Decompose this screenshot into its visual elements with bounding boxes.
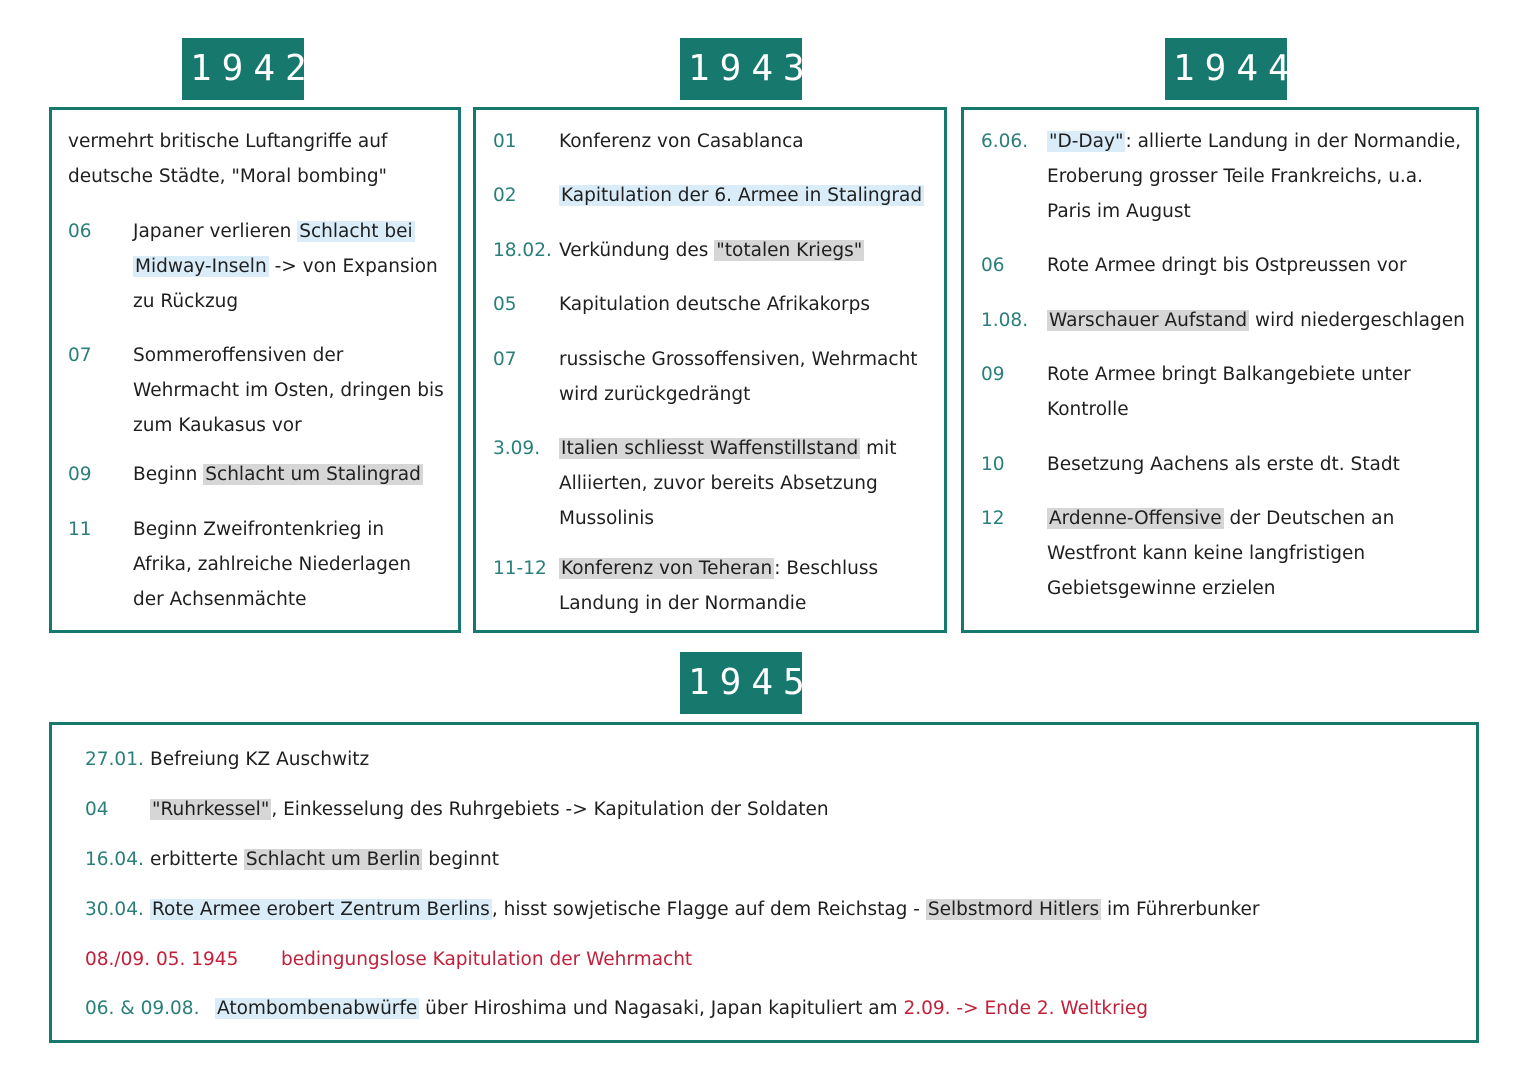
year-1944-header: 1944	[1165, 38, 1287, 100]
entry-text: zum Kaukasus vor	[133, 415, 302, 436]
entry-text: Gebietsgewinne erzielen	[1047, 578, 1276, 599]
date-label: 06. & 09.08.	[85, 998, 200, 1019]
year-1945-header: 1945	[680, 652, 802, 714]
entry-text: Wehrmacht im Osten, dringen bis	[133, 380, 444, 401]
entry-text: Atombombenabwürfe über Hiroshima und Nagasaki, Japan kapituliert am 2.09. -> Ende 2. Weltkrieg	[217, 998, 1148, 1019]
date-label: 09	[981, 364, 1005, 385]
date-label: 08./09. 05. 1945	[85, 949, 239, 970]
entry-text: "D-Day" : allierte Landung in der Normandie,	[1049, 131, 1462, 152]
box-1943	[473, 107, 947, 633]
date-label: 18.02.	[493, 240, 552, 261]
entry-text: russische Grossoffensiven, Wehrmacht	[559, 349, 918, 370]
date-label: 11	[68, 519, 92, 540]
date-label: 07	[493, 349, 517, 370]
date-label: 16.04.	[85, 849, 144, 870]
intro-line-1: vermehrt britische Luftangriffe auf	[68, 131, 388, 152]
entry-text: Ardenne-Offensive der Deutschen an	[1049, 508, 1395, 529]
entry-text: Befreiung KZ Auschwitz	[150, 749, 370, 770]
date-label: 27.01.	[85, 749, 144, 770]
entry-text: Kapitulation deutsche Afrikakorps	[559, 294, 871, 315]
entry-text: Kontrolle	[1047, 399, 1129, 420]
entry-text: Kapitulation der 6. Armee in Stalingrad	[561, 185, 923, 206]
entry-text: erbitterte Schlacht um Berlin beginnt	[150, 849, 499, 870]
entry-text: wird zurückgedrängt	[559, 384, 751, 405]
entry-text: Westfront kann keine langfristigen	[1047, 543, 1366, 564]
entry-text: Konferenz von Teheran : Beschluss	[561, 558, 879, 579]
entry-text: Sommeroffensiven der	[133, 345, 344, 366]
entry-text: Rote Armee dringt bis Ostpreussen vor	[1047, 255, 1407, 276]
entry-text: Konferenz von Casablanca	[559, 131, 804, 152]
box-1945	[49, 722, 1479, 1043]
entry-text: Beginn Schlacht um Stalingrad	[133, 464, 421, 485]
entry-text: Besetzung Aachens als erste dt. Stadt	[1047, 454, 1400, 475]
date-label: 05	[493, 294, 517, 315]
entry-text: Beginn Zweifrontenkrieg in	[133, 519, 385, 540]
entry-text: Rote Armee bringt Balkangebiete unter	[1047, 364, 1411, 385]
intro-line-2: deutsche Städte, "Moral bombing"	[68, 166, 388, 187]
entry-text: Verkündung des "totalen Kriegs"	[559, 240, 863, 261]
date-label: 06	[68, 221, 92, 242]
date-label: 6.06.	[981, 131, 1029, 152]
date-label: 01	[493, 131, 517, 152]
date-label: 1.08.	[981, 310, 1029, 331]
date-label: 06	[981, 255, 1005, 276]
entry-text: Eroberung grosser Teile Frankreichs, u.a.	[1047, 166, 1424, 187]
date-label: 10	[981, 454, 1005, 475]
entry-text: Landung in der Normandie	[559, 593, 807, 614]
entry-text: Mussolinis	[559, 508, 655, 529]
date-label: 04	[85, 799, 109, 820]
entry-text: Afrika, zahlreiche Niederlagen	[133, 554, 411, 575]
entry-text: der Achsenmächte	[133, 589, 307, 610]
entry-text: bedingungslose Kapitulation der Wehrmacht	[281, 949, 693, 970]
entry-text: Alliierten, zuvor bereits Absetzung	[559, 473, 878, 494]
year-1942-header: 1942	[182, 38, 304, 100]
entry-text: Rote Armee erobert Zentrum Berlins , hisst sowjetische Flagge auf dem Reichstag - Selbstmord Hitlers im Führerbunker	[152, 899, 1260, 920]
box-1942	[49, 107, 461, 633]
entry-text: Paris im August	[1047, 201, 1191, 222]
date-label: 30.04.	[85, 899, 144, 920]
entry-text: "Ruhrkessel" , Einkesselung des Ruhrgebiets -> Kapitulation der Soldaten	[152, 799, 829, 820]
date-label: 07	[68, 345, 92, 366]
year-1943-header: 1943	[680, 38, 802, 100]
date-label: 02	[493, 185, 517, 206]
entry-text: Warschauer Aufstand wird niedergeschlagen	[1049, 310, 1465, 331]
entry-text: Midway-Inseln -> von Expansion	[135, 256, 438, 277]
box-1944	[961, 107, 1479, 633]
date-label: 09	[68, 464, 92, 485]
entry-text: zu Rückzug	[133, 291, 239, 312]
date-label: 12	[981, 508, 1005, 529]
entry-text: Japaner verlieren Schlacht bei	[133, 221, 413, 242]
date-label: 3.09.	[493, 438, 541, 459]
date-label: 11-12	[493, 558, 547, 579]
entry-text: Italien schliesst Waffenstillstand mit	[561, 438, 897, 459]
